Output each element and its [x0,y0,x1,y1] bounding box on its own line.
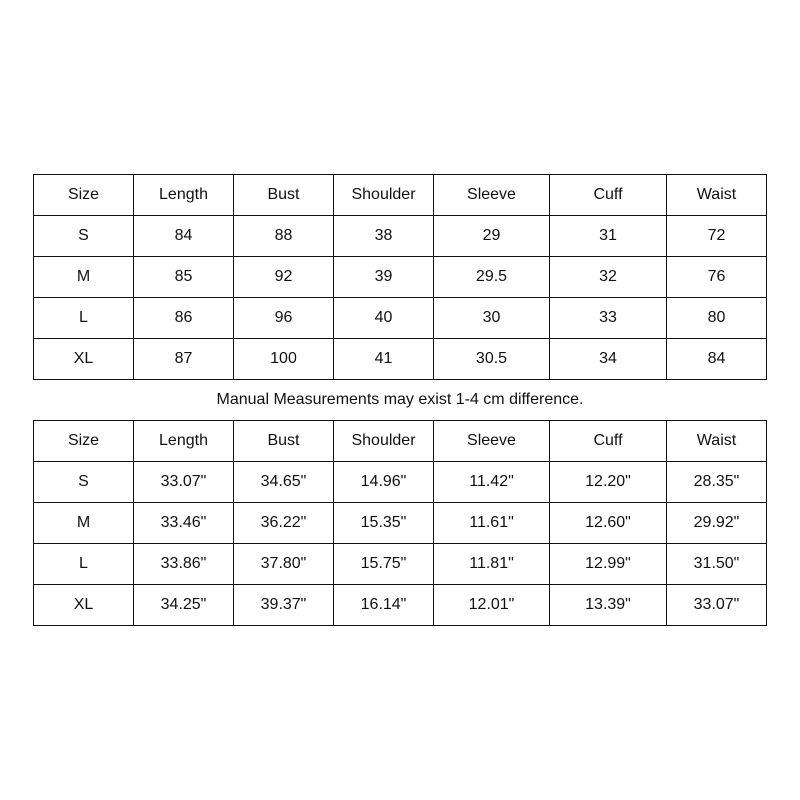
length-cell: 33.46" [134,503,234,544]
header-cell-cuff: Cuff [550,421,667,462]
cuff-cell: 12.99" [550,544,667,585]
sleeve-cell: 30 [434,298,550,339]
cuff-cell: 12.60" [550,503,667,544]
shoulder-cell: 38 [334,216,434,257]
sleeve-cell: 29 [434,216,550,257]
length-cell: 33.07" [134,462,234,503]
size-cell: L [34,298,134,339]
shoulder-cell: 16.14" [334,585,434,626]
shoulder-cell: 15.35" [334,503,434,544]
cuff-cell: 31 [550,216,667,257]
header-cell-shoulder: Shoulder [334,175,434,216]
header-cell-shoulder: Shoulder [334,421,434,462]
size-chart-inch-table [33,420,767,626]
table-row [34,257,767,298]
bust-cell: 36.22" [234,503,334,544]
cuff-cell: 13.39" [550,585,667,626]
bust-cell: 37.80" [234,544,334,585]
waist-cell: 29.92" [667,503,767,544]
measurement-note: Manual Measurements may exist 1-4 cm difference. [216,391,584,408]
length-cell: 33.86" [134,544,234,585]
header-cell-sleeve: Sleeve [434,421,550,462]
header-cell-bust: Bust [234,421,334,462]
length-cell: 34.25" [134,585,234,626]
bust-cell: 34.65" [234,462,334,503]
sleeve-cell: 11.81" [434,544,550,585]
header-row [34,175,767,216]
bust-cell: 96 [234,298,334,339]
header-cell-length: Length [134,421,234,462]
waist-cell: 80 [667,298,767,339]
waist-cell: 31.50" [667,544,767,585]
shoulder-cell: 40 [334,298,434,339]
bust-cell: 39.37" [234,585,334,626]
table-row [34,216,767,257]
shoulder-cell: 39 [334,257,434,298]
size-chart-cm-table [33,174,767,380]
bust-cell: 92 [234,257,334,298]
size-cell: XL [34,585,134,626]
sleeve-cell: 12.01" [434,585,550,626]
shoulder-cell: 14.96" [334,462,434,503]
waist-cell: 28.35" [667,462,767,503]
table-row [34,462,767,503]
waist-cell: 76 [667,257,767,298]
table-row [34,339,767,380]
size-cell: M [34,257,134,298]
header-cell-sleeve: Sleeve [434,175,550,216]
header-cell-waist: Waist [667,175,767,216]
header-cell-length: Length [134,175,234,216]
size-cell: M [34,503,134,544]
sleeve-cell: 11.42" [434,462,550,503]
waist-cell: 84 [667,339,767,380]
cuff-cell: 32 [550,257,667,298]
bust-cell: 100 [234,339,334,380]
cuff-cell: 12.20" [550,462,667,503]
length-cell: 85 [134,257,234,298]
header-cell-bust: Bust [234,175,334,216]
table-row [34,544,767,585]
length-cell: 86 [134,298,234,339]
shoulder-cell: 41 [334,339,434,380]
cuff-cell: 33 [550,298,667,339]
table-row [34,298,767,339]
size-cell: S [34,462,134,503]
waist-cell: 33.07" [667,585,767,626]
sleeve-cell: 11.61" [434,503,550,544]
length-cell: 87 [134,339,234,380]
table-row [34,585,767,626]
waist-cell: 72 [667,216,767,257]
sleeve-cell: 29.5 [434,257,550,298]
bust-cell: 88 [234,216,334,257]
size-cell: XL [34,339,134,380]
header-cell-waist: Waist [667,421,767,462]
shoulder-cell: 15.75" [334,544,434,585]
header-cell-size: Size [34,175,134,216]
table-row [34,503,767,544]
length-cell: 84 [134,216,234,257]
header-cell-cuff: Cuff [550,175,667,216]
sleeve-cell: 30.5 [434,339,550,380]
header-cell-size: Size [34,421,134,462]
cuff-cell: 34 [550,339,667,380]
header-row [34,421,767,462]
size-cell: S [34,216,134,257]
size-cell: L [34,544,134,585]
